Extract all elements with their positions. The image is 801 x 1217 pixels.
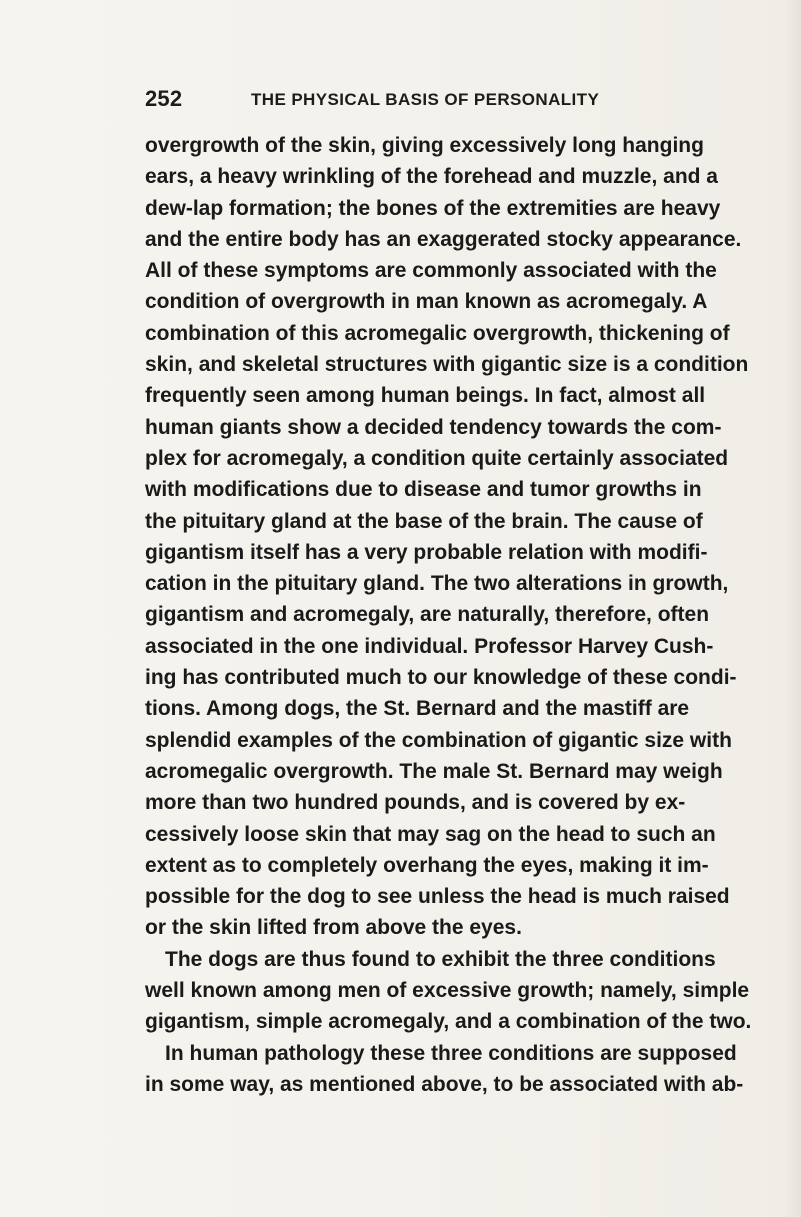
text-line: frequently seen among human beings. In fact, almost all: [145, 384, 706, 408]
text-line: splendid examples of the combination of gigantic size with: [145, 728, 732, 752]
text-line: gigantism and acromegaly, are naturally, therefore, often: [145, 603, 710, 627]
text-line: extent as to completely overhang the eyes, making it im-: [145, 853, 709, 877]
text-line: cation in the pituitary gland. The two alterations in growth,: [145, 572, 729, 596]
text-line: gigantism itself has a very probable relation with modifi-: [145, 540, 708, 564]
page-number: 252: [145, 86, 183, 111]
text-line: cessively loose skin that may sag on the head to such an: [145, 822, 716, 846]
text-line: overgrowth of the skin, giving excessively long hanging: [145, 134, 704, 157]
text-line: skin, and skeletal structures with gigantic size is a condition: [145, 353, 749, 377]
text-line: and the entire body has an exaggerated stocky appearance.: [145, 227, 742, 251]
text-line-paragraph-start: The dogs are thus found to exhibit the three conditions: [165, 947, 716, 971]
text-line: possible for the dog to see unless the head is much raised: [145, 885, 730, 909]
text-line: with modifications due to disease and tumor growths in: [145, 478, 702, 502]
body-text: [145, 130, 752, 1100]
text-line: well known among men of excessive growth; namely, simple: [145, 979, 750, 1003]
text-line: the pituitary gland at the base of the brain. The cause of: [145, 509, 703, 533]
text-line: dew-lap formation; the bones of the extremities are heavy: [145, 196, 721, 220]
page-header: [145, 86, 665, 118]
text-line-paragraph-start: In human pathology these three conditions are supposed: [165, 1041, 737, 1065]
text-line: plex for acromegaly, a condition quite certainly associated: [145, 446, 729, 470]
text-line-paragraph-end: gigantism, simple acromegaly, and a combination of the two.: [145, 1010, 752, 1034]
text-line: tions. Among dogs, the St. Bernard and the mastiff are: [145, 697, 690, 721]
running-title: THE PHYSICAL BASIS OF PERSONALITY: [251, 90, 600, 109]
text-line: acromegalic overgrowth. The male St. Bernard may weigh: [145, 759, 723, 783]
text-line: combination of this acromegalic overgrowth, thickening of: [145, 321, 730, 345]
text-line: associated in the one individual. Professor Harvey Cush-: [145, 634, 714, 658]
text-line: human giants show a decided tendency towards the com-: [145, 415, 722, 439]
text-line: condition of overgrowth in man known as acromegaly. A: [145, 290, 708, 314]
text-line: ing has contributed much to our knowledge of these condi-: [145, 666, 737, 690]
text-line: All of these symptoms are commonly associated with the: [145, 259, 717, 283]
page-edge-shadow: [783, 0, 801, 1217]
text-line: ears, a heavy wrinkling of the forehead and muzzle, and a: [145, 165, 718, 189]
text-line: more than two hundred pounds, and is covered by ex-: [145, 791, 686, 815]
text-line: in some way, as mentioned above, to be associated with ab-: [145, 1072, 744, 1096]
text-line-paragraph-end: or the skin lifted from above the eyes.: [145, 916, 522, 940]
